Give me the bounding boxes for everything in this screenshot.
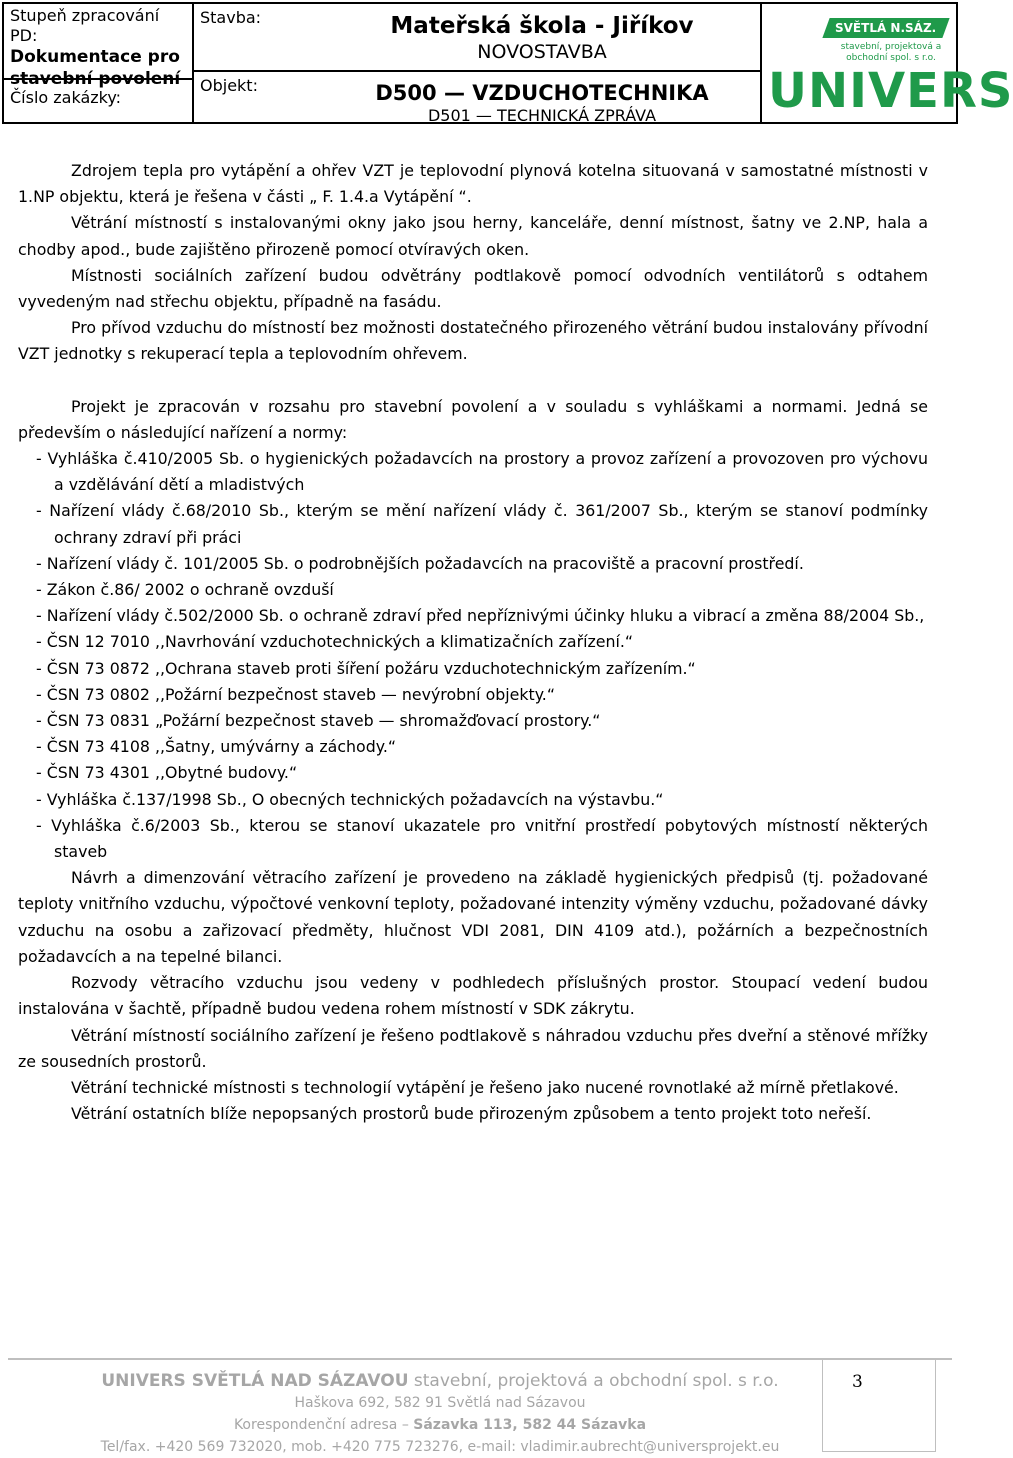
list-item: - Nařízení vlády č.502/2000 Sb. o ochraně zdraví před nepříznivými účinky hluku a vibrací a změna 88/2004 Sb., <box>36 606 925 626</box>
footer-correspondence-value: Sázavka 113, 582 44 Sázavka <box>413 1417 647 1433</box>
title-block-left <box>4 4 194 122</box>
page-footer <box>60 1370 820 1458</box>
paragraph-regulations-intro: Projekt je zpracován v rozsahu pro stavební povolení a v souladu s vyhláškami a normami. Jedná se především o následující nařízení a normy: <box>18 396 928 442</box>
paragraph-heat-source: Zdrojem tepla pro vytápění a ohřev VZT je teplovodní plynová kotelna situovaná v samostatné místnosti v 1.NP objektu, která je řešena v části „ F. 1.4.a Vytápění “. <box>18 161 928 207</box>
title-block-middle <box>194 4 762 125</box>
building-cell <box>194 4 760 72</box>
list-item: - ČSN 73 4301 ,,Obytné budovy.“ <box>36 763 298 783</box>
page-number-box <box>822 1360 936 1452</box>
footer-correspondence <box>60 1414 820 1436</box>
logo-banner-text: SVĚTLÁ N.SÁZ. <box>835 21 937 35</box>
list-item: - Zákon č.86/ 2002 o ochraně ovzduší <box>36 580 334 600</box>
paragraph-supply-units: Pro přívod vzduchu do místností bez možnosti dostatečného přirozeného větrání budou instalovány přívodní VZT jednotky s rekuperací tepla a teplovodním ohřevem. <box>18 318 928 364</box>
list-item: - Vyhláška č.137/1998 Sb., O obecných technických požadavcích na výstavbu.“ <box>36 789 664 809</box>
object-subtitle: D501 — TECHNICKÁ ZPRÁVA <box>427 106 657 125</box>
report-body <box>18 158 928 1127</box>
paragraph-design-basis: Návrh a dimenzování větracího zařízení je provedeno na základě hygienických předpisů (tj. požadované teploty vnitřního vzduchu, výpočtové venkovní teploty, požadované intenzity výměny vzduchu, požadované dávky vzduchu na osobu a zařizovací předměty, hlučnost VDI 2081, DIN 4109 atd.), požárních a bezpečnostních požadavcích a na tepelné bilanci. <box>18 868 928 966</box>
footer-address: Haškova 692, 582 91 Světlá nad Sázavou <box>294 1395 586 1411</box>
object-name: D500 — VZDUCHOTECHNIKA <box>375 81 709 105</box>
footer-company <box>60 1370 820 1392</box>
list-item: - Vyhláška č.6/2003 Sb., kterou se stanoví ukazatele pro vnitřní prostředí pobytových místností některých staveb <box>36 815 928 862</box>
list-item: - ČSN 73 4108 ,,Šatny, umývárny a záchody.“ <box>36 737 397 757</box>
stage-label: Stupeň zpracování PD: <box>10 6 160 45</box>
stage-cell <box>4 4 192 89</box>
stage-value-line2: stavební povolení <box>10 69 181 89</box>
page-number: 3 <box>852 1372 863 1392</box>
footer-correspondence-label: Korespondenční adresa – <box>233 1417 414 1433</box>
building-label: Stavba: <box>200 8 262 27</box>
stage-value-line1: Dokumentace pro <box>10 47 180 67</box>
list-item: - ČSN 12 7010 ,,Navrhování vzduchotechnických a klimatizačních zařízení.“ <box>36 632 634 652</box>
paragraph-natural-ventilation: Větrání místností s instalovanými okny jako jsou herny, kanceláře, denní místnost, šatny ve 2.NP, hala a chodby apod., bude zajištěno přirozeně pomocí otvíravých oken. <box>18 213 928 259</box>
object-cell <box>194 72 760 125</box>
paragraph-sanitary-makeup-air: Větrání místností sociálního zařízení je řešeno podtlakově s náhradou vzduchu přes dveřní a stěnové mřížky ze sousedních prostorů. <box>18 1025 928 1071</box>
order-label: Číslo zakázky: <box>10 88 122 107</box>
paragraph-other-spaces: Větrání ostatních blíže nepopsaných prostorů bude přirozeným způsobem a tento projekt toto neřeší. <box>71 1104 872 1124</box>
logo-tagline: stavební, projektová a obchodní spol. s r.o. <box>840 42 942 63</box>
footer-company-name: UNIVERS SVĚTLÁ NAD SÁZAVOU <box>101 1371 409 1391</box>
list-item: - ČSN 73 0872 ,,Ochrana staveb proti šíření požáru vzduchotechnickým zařízením.“ <box>36 658 696 678</box>
building-name: Mateřská škola - Jiříkov <box>390 13 694 39</box>
title-block <box>2 2 1013 125</box>
list-item: - ČSN 73 0831 „Požární bezpečnost staveb — shromažďovací prostory.“ <box>36 711 601 731</box>
logo-wordmark: UNIVERS <box>768 63 1013 119</box>
spacer <box>18 368 928 394</box>
list-item: - Nařízení vlády č.68/2010 Sb., kterým se mění nařízení vlády č. 361/2007 Sb., kterým se stanoví podmínky ochrany zdraví při práci <box>36 501 928 547</box>
logo-banner <box>822 18 949 38</box>
order-cell <box>4 80 192 122</box>
company-logo <box>762 4 1013 122</box>
object-label: Objekt: <box>200 76 258 95</box>
list-item: - Vyhláška č.410/2005 Sb. o hygienických požadavcích na prostory a provoz zařízení a provozoven pro výchovu a vzdělávání dětí a mladistvých <box>36 449 928 495</box>
list-item: - Nařízení vlády č. 101/2005 Sb. o podrobnějších požadavcích na pracoviště a pracovní prostředí. <box>36 553 804 573</box>
footer-company-type: stavební, projektová a obchodní spol. s r.o. <box>408 1371 779 1391</box>
paragraph-technical-room: Větrání technické místnosti s technologií vytápění je řešeno jako nucené rovnotlaké až mírně přetlakové. <box>71 1077 899 1097</box>
footer-contact: Tel/fax. +420 569 732020, mob. +420 775 723276, e-mail: vladimir.aubrecht@universprojekt.eu <box>100 1439 780 1455</box>
list-item: - ČSN 73 0802 ,,Požární bezpečnost staveb — nevýrobní objekty.“ <box>36 684 556 704</box>
paragraph-sanitary-ventilation: Místnosti sociálních zařízení budou odvětrány podtlakově pomocí odvodních ventilátorů s odtahem vyvedeným nad střechu objektu, případně na fasádu. <box>18 265 928 312</box>
paragraph-ductwork: Rozvody větracího vzduchu jsou vedeny v podhledech příslušných prostor. Stoupací vedení budou instalována v šachtě, případně budou vedena rohem místností v SDK zákrytu. <box>18 973 928 1019</box>
footer-divider <box>8 1358 952 1360</box>
building-subtitle: NOVOSTAVBA <box>477 41 607 63</box>
